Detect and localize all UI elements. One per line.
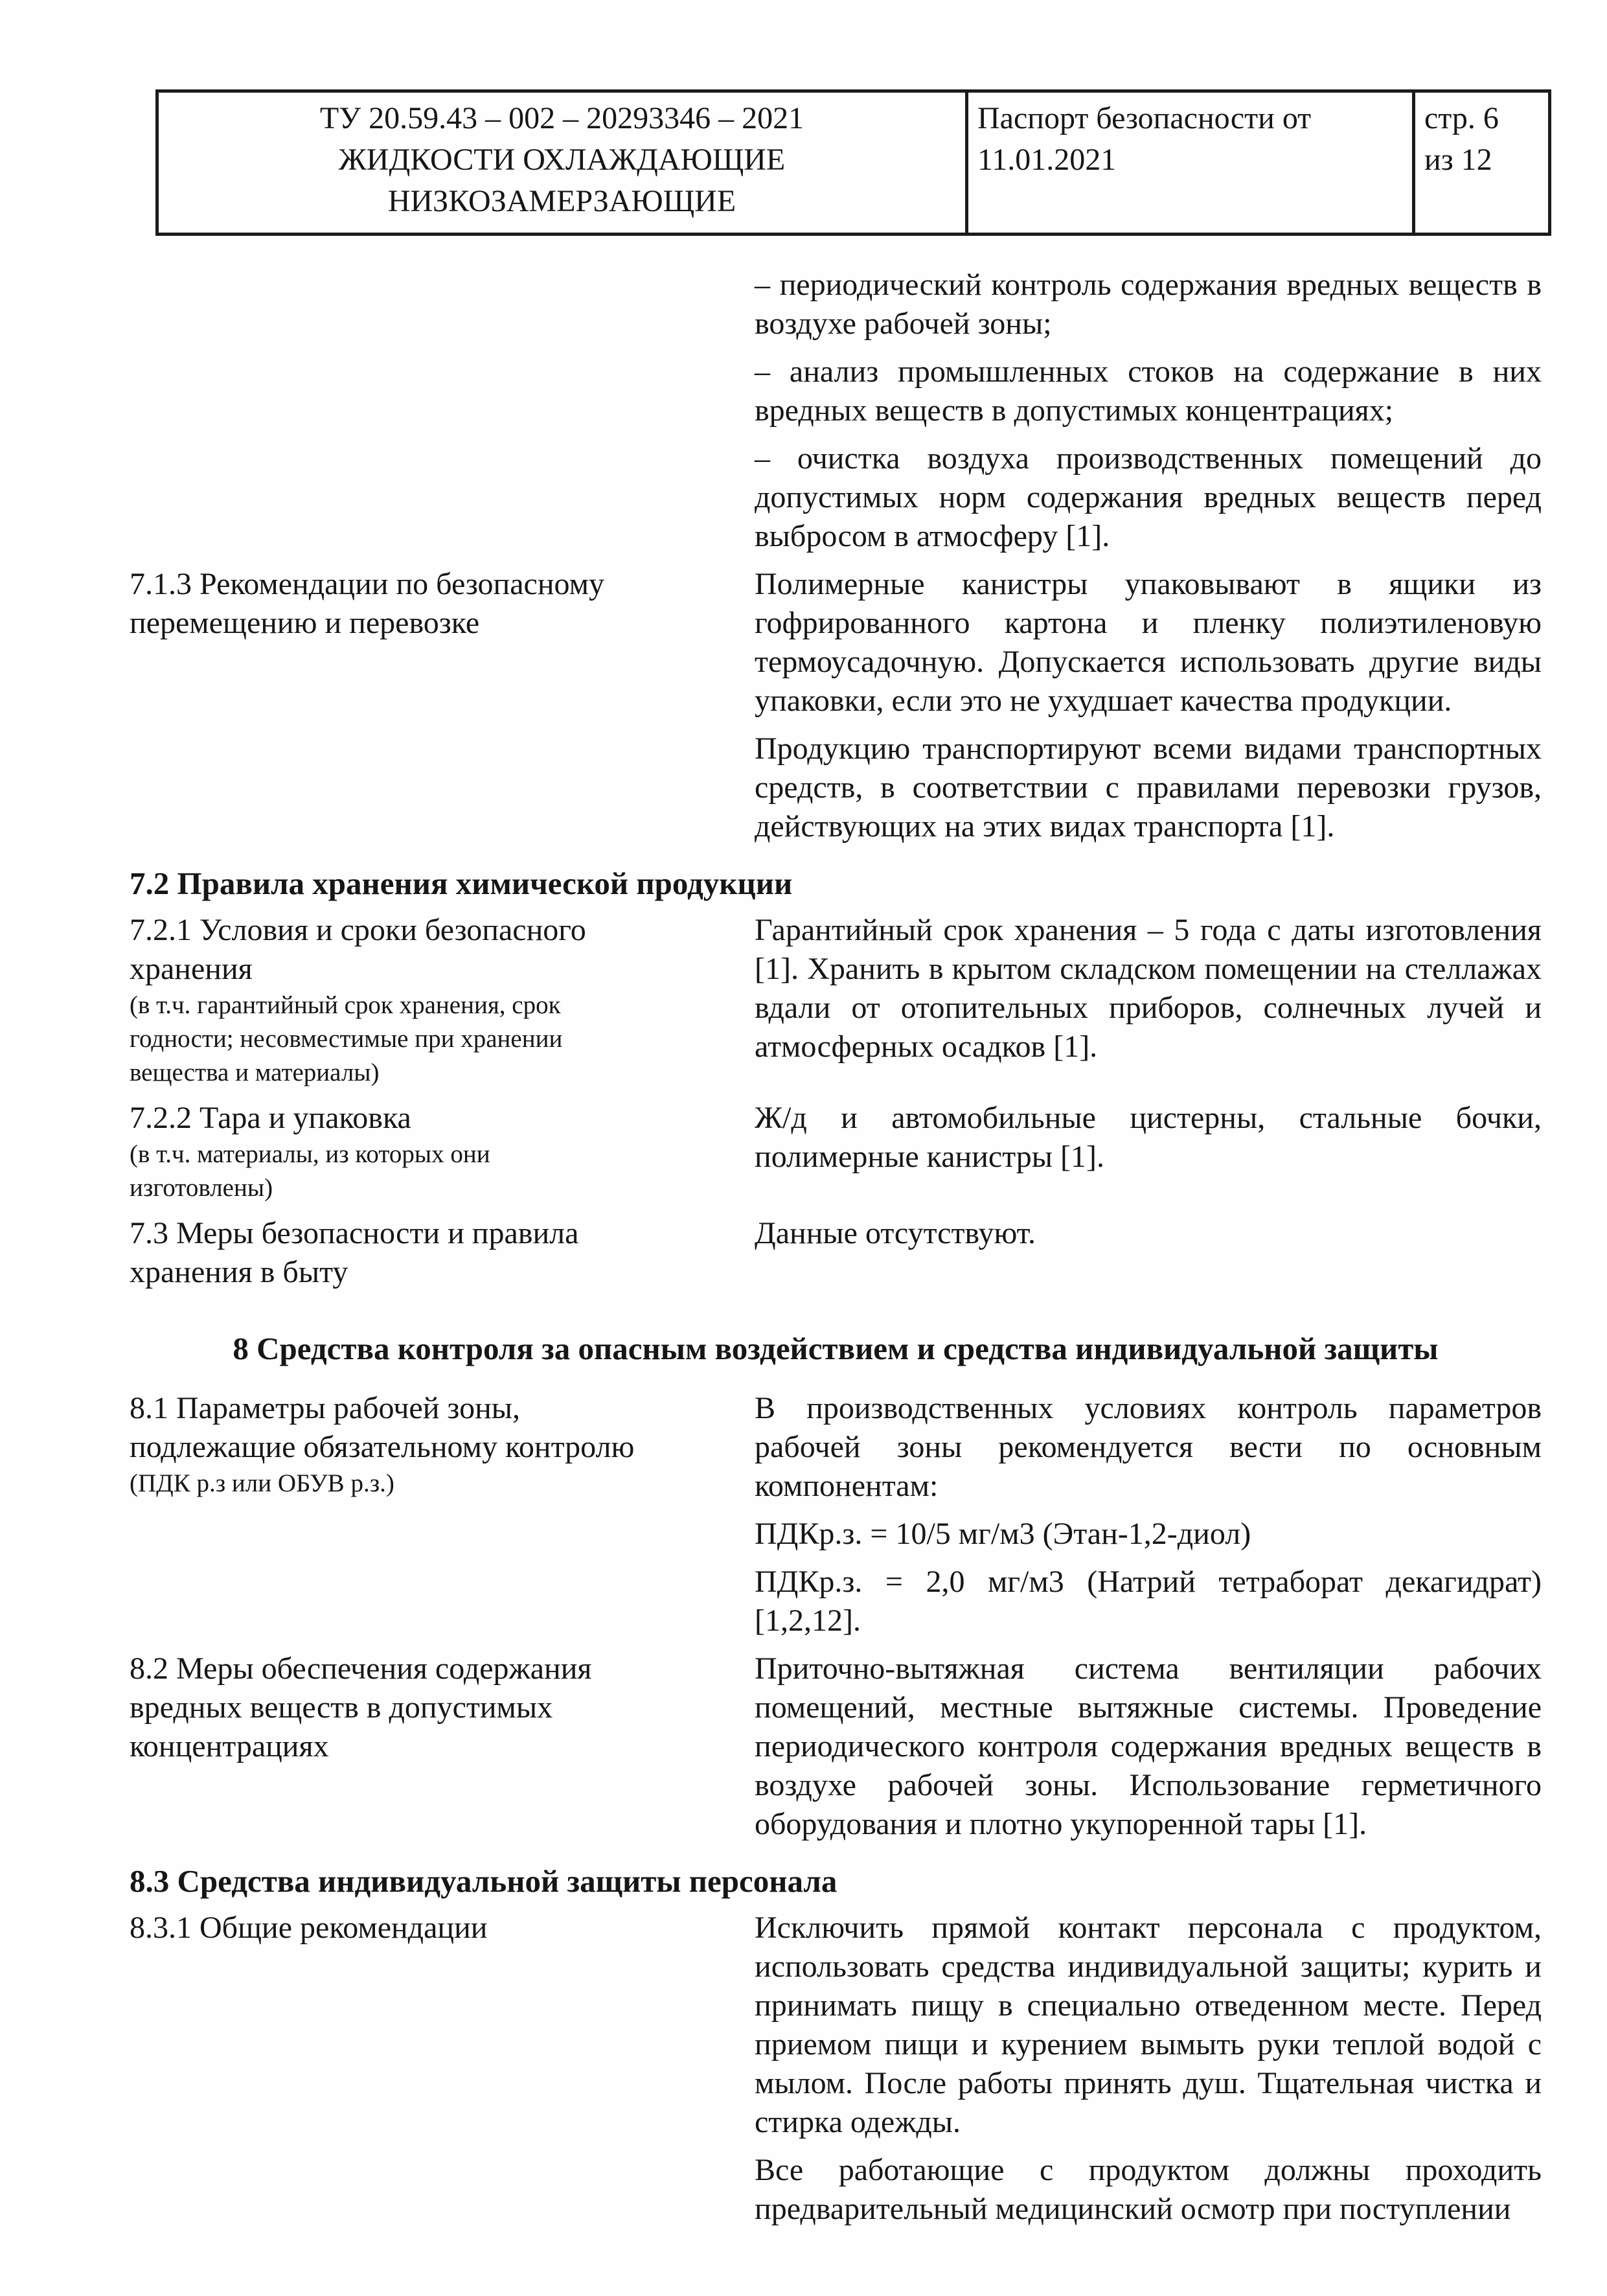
doc-title-line2: НИЗКОЗАМЕРЗАЮЩИЕ xyxy=(387,184,736,218)
pdk-value-line: ПДКр.з. = 10/5 мг/м3 (Этан-1,2-диол) xyxy=(755,1517,1251,1551)
header-doc-cell xyxy=(157,91,967,235)
doc-title-line1: ЖИДКОСТИ ОХЛАЖДАЮЩИЕ xyxy=(338,143,786,177)
paragraph: Все работающие с продуктом должны проходить предварительный медицинский осмотр при поступлении xyxy=(755,2153,1542,2226)
paragraph: Ж/д и автомобильные цистерны, стальные бочки, полимерные канистры [1]. xyxy=(755,1101,1542,1174)
section-label-empty xyxy=(130,266,635,556)
section-label-note: (в т.ч. гарантийный срок хранения, срок годности; несовместимые при хранении вещества и материалы) xyxy=(130,991,563,1086)
section-label-wrap xyxy=(130,1389,635,1640)
section-label: 7.2.2 Тара и упаковка xyxy=(130,1101,411,1135)
bullet-paragraph: – периодический контроль содержания вредных веществ в воздухе рабочей зоны; xyxy=(755,268,1542,341)
section-label: 8.2 Меры обеспечения содержания вредных веществ в допустимых концентрациях xyxy=(130,1651,592,1763)
section-label: 8.3.1 Общие рекомендации xyxy=(130,1911,488,1945)
heading-8: 8 Средства контроля за опасным воздействием и средства индивидуальной защиты xyxy=(233,1331,1439,1366)
paragraph: Полимерные канистры упаковывают в ящики из гофрированного картона и пленку полиэтиленовую термоусадочную. Допускается использовать другие виды упаковки, если это не ухудшает качества продукции. xyxy=(755,567,1542,718)
paragraph: Исключить прямой контакт персонала с продуктом, использовать средства индивидуальной защиты; курить и принимать пищу в специально отведенном месте. Перед приемом пищи и курением вымыть руки теплой водой с мылом. После работы принять душ. Тщательная чистка и стирка одежды. xyxy=(755,1911,1542,2139)
section-label-wrap xyxy=(130,1099,635,1205)
section-label-wrap xyxy=(130,911,635,1090)
page-number: стр. 6 xyxy=(1424,101,1499,135)
paragraph: Продукцию транспортируют всеми видами транспортных средств, в соответствии с правилами перевозки грузов, действующих на этих видах транспорта [1]. xyxy=(755,731,1542,844)
section-7-3-row xyxy=(130,1214,1542,1292)
section-content xyxy=(755,266,1542,556)
paragraph: Приточно-вытяжная система вентиляции рабочих помещений, местные вытяжные системы. Проведение периодического контроля содержания вредных веществ в воздухе рабочей зоны. Использование герметичного оборудования и плотно укупоренной тары [1]. xyxy=(755,1651,1542,1841)
section-content xyxy=(755,565,1542,846)
section-8-2-row xyxy=(130,1649,1542,1844)
section-content xyxy=(755,1389,1542,1640)
section-7-1-3-row xyxy=(130,565,1542,846)
header-page-cell xyxy=(1414,91,1550,235)
section-7-2-1-row xyxy=(130,911,1542,1090)
header-table xyxy=(155,89,1551,236)
passport-label: Паспорт безопасности от xyxy=(977,101,1312,135)
section-content xyxy=(755,1909,1542,2229)
section-intro-bullets-row xyxy=(130,266,1542,556)
header-passport-cell xyxy=(967,91,1414,235)
section-content xyxy=(755,1099,1542,1205)
section-7-2-2-row xyxy=(130,1099,1542,1205)
heading-7-2: 7.2 Правила хранения химической продукции xyxy=(130,866,793,901)
pdk-value-line: ПДКр.з. = 2,0 мг/м3 (Натрий тетраборат декагидрат) [1,2,12]. xyxy=(755,1565,1542,1638)
paragraph: Данные отсутствуют. xyxy=(755,1216,1036,1250)
section-8-3-1-row xyxy=(130,1909,1542,2229)
section-content xyxy=(755,911,1542,1090)
bullet-paragraph: – анализ промышленных стоков на содержание в них вредных веществ в допустимых концентрациях; xyxy=(755,354,1542,428)
section-content xyxy=(755,1214,1542,1292)
heading-8-3: 8.3 Средства индивидуальной защиты персонала xyxy=(130,1863,838,1899)
page-total: из 12 xyxy=(1424,143,1492,177)
bullet-paragraph: – очистка воздуха производственных помещений до допустимых норм содержания вредных веществ перед выбросом в атмосферу [1]. xyxy=(755,441,1542,553)
section-8-1-row xyxy=(130,1389,1542,1640)
section-content xyxy=(755,1649,1542,1844)
section-label-note: (ПДК р.з или ОБУВ р.з.) xyxy=(130,1469,394,1497)
section-label: 7.1.3 Рекомендации по безопасному перемещению и перевозке xyxy=(130,567,604,640)
passport-date: 11.01.2021 xyxy=(977,143,1117,177)
paragraph: В производственных условиях контроль параметров рабочей зоны рекомендуется вести по основным компонентам: xyxy=(755,1391,1542,1503)
paragraph: Гарантийный срок хранения – 5 года с даты изготовления [1]. Хранить в крытом складском помещении на стеллажах вдали от отопительных приборов, солнечных лучей и атмосферных осадков [1]. xyxy=(755,913,1542,1064)
section-label: 7.3 Меры безопасности и правила хранения в быту xyxy=(130,1216,579,1289)
section-label-note: (в т.ч. материалы, из которых они изготовлены) xyxy=(130,1140,490,1202)
section-label: 8.1 Параметры рабочей зоны, подлежащие обязательному контролю xyxy=(130,1391,635,1464)
doc-number-line: ТУ 20.59.43 – 002 – 20293346 – 2021 xyxy=(319,101,804,135)
header-row xyxy=(157,91,1550,235)
section-label: 7.2.1 Условия и сроки безопасного хранения xyxy=(130,913,586,986)
